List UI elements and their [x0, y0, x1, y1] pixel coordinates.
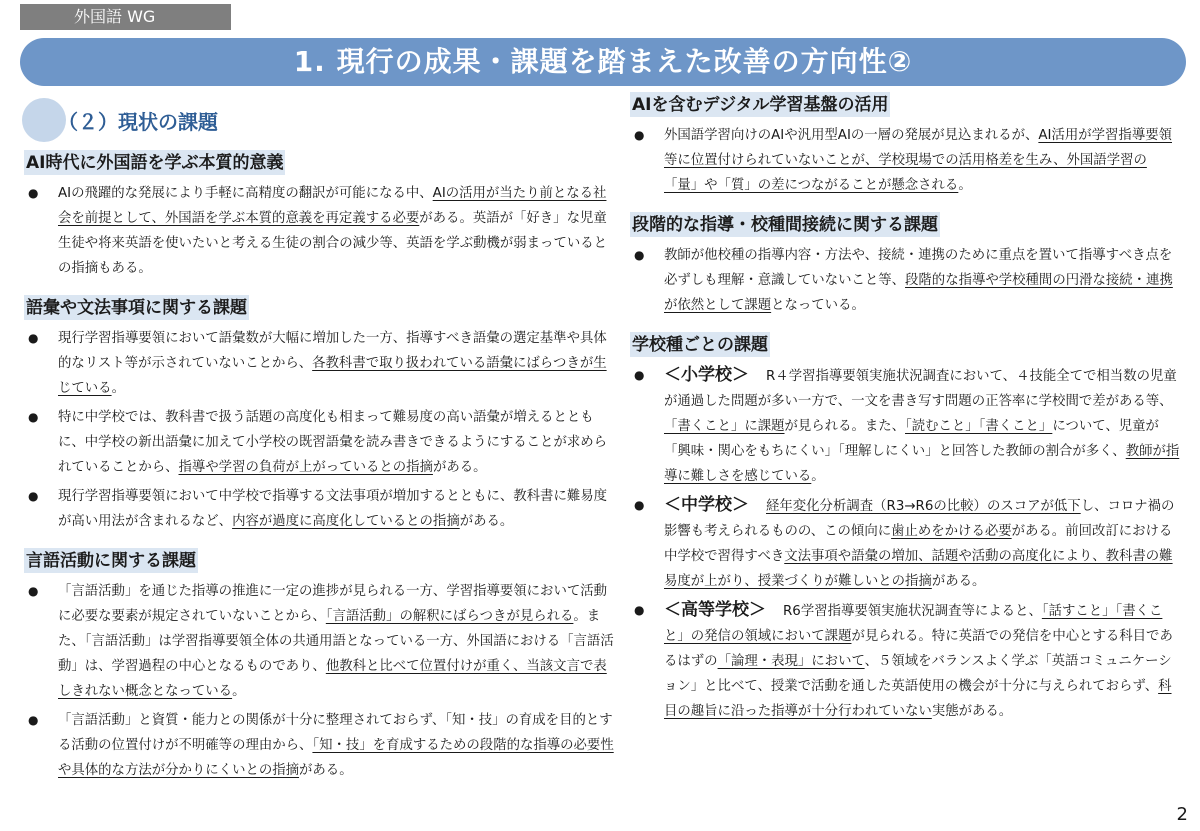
- section-title: 語彙や文法事項に関する課題: [24, 295, 249, 320]
- body-text: 実態がある。: [931, 704, 1013, 719]
- body-text: 特に中学校では、教科書で扱う話題の高度化も相まって難易度の高い語彙が増えるとともに、中学校の新出語彙に加えて小学校の既習語彙を読み書きできるようにすることが求められていることから、: [58, 410, 608, 475]
- emphasized-text: 科目の趣旨に沿った指導が十分行われていない: [664, 679, 1172, 719]
- bullet-list: [630, 123, 1180, 198]
- body-text: R6学習指導要領実施状況調査等によると、: [783, 604, 1042, 619]
- body-text: について、児童が「興味・関心をもちにくい」「理解しにくい」と回答した教師の割合が多く、: [664, 419, 1159, 459]
- body-text: 「言語活動」を通じた指導の推進に一定の進捗が見られる一方、学習指導要領において活動に必要な要素が規定されていないことから、: [58, 584, 608, 624]
- emphasized-text: 「論理・表現」において: [717, 654, 865, 669]
- section: [630, 92, 1180, 198]
- bullet-icon: ●: [634, 248, 645, 262]
- bullet-list: [630, 363, 1180, 724]
- bullet-icon: ●: [634, 128, 645, 142]
- body-text: が見られる。特に英語での発信を中心とする科目であるはずの: [664, 629, 1173, 669]
- bullet-icon: ●: [28, 331, 39, 345]
- body-text: がある。: [931, 574, 986, 589]
- body-text: 「言語活動」と資質・能力との関係が十分に整理されておらず、「知・技」の育成を目的とする活動の位置付けが不明確等の理由から、: [58, 713, 613, 753]
- list-item: [24, 181, 614, 281]
- emphasized-text: AIの活用が当たり前となる社会を前提として、外国語を学ぶ本質的意義を再定義する必要: [58, 186, 607, 226]
- list-item: [24, 326, 614, 401]
- section-title: AI時代に外国語を学ぶ本質的意義: [24, 150, 285, 175]
- bullet-icon: ●: [634, 368, 645, 382]
- body-text: がある。前回改訂における中学校で習得すべき: [664, 524, 1173, 564]
- bullet-list: [24, 326, 614, 534]
- bullet-icon: ●: [634, 498, 645, 512]
- body-text: がある。英語が「好き」な児童生徒や将来英語を使いたいと考える生徒の割合の減少等、英語を学ぶ動機が弱まっているとの指摘もある。: [58, 211, 608, 276]
- list-item: [24, 579, 614, 704]
- emphasized-text: 「書くこと」に課題: [664, 419, 785, 434]
- body-text: 、５領域をバランスよく学ぶ「英語コミュニケーション」と比べて、授業で活動を通した英語使用の機会が十分に与えられておらず、: [664, 654, 1172, 694]
- emphasized-text: 「知・技」を育成するための段階的な指導の必要性や具体的な方法が分かりにくいとの指摘: [58, 738, 614, 778]
- school-type-label: ＜中学校＞: [664, 495, 766, 515]
- body-text: 。: [111, 381, 125, 396]
- section-title: AIを含むデジタル学習基盤の活用: [630, 92, 890, 117]
- body-text: し、コロナ禍の影響も考えられるものの、この傾向に: [664, 499, 1175, 539]
- list-item: [630, 363, 1180, 489]
- bullet-list: [24, 579, 614, 783]
- bullet-icon: ●: [28, 584, 39, 598]
- body-text: がある。: [432, 460, 487, 475]
- body-text: 。また、「言語活動」は学習指導要領全体の共通用語となっている一方、外国語における「言語活動」は、学習過程の中心となるものであり、: [58, 609, 614, 674]
- body-text: 現行学習指導要領において語彙数が大幅に増加した一方、指導すべき語彙の選定基準や具体的なリスト等が示されていないことから、: [58, 331, 607, 371]
- page-title: 1. 現行の成果・課題を踏まえた改善の方向性②: [20, 38, 1186, 86]
- emphasized-text: 「話すこと」「書くこと」の発信の領域において課題: [664, 604, 1163, 644]
- section: [630, 332, 1180, 724]
- subheading-text: （２）現状の課題: [58, 110, 218, 134]
- emphasized-text: 文法事項や語彙の増加、話題や活動の高度化により、教科書の難易度が上がり、授業づくりが難しいとの指摘: [664, 549, 1173, 589]
- list-item: [630, 493, 1180, 594]
- section: [24, 150, 614, 281]
- bullet-list: [24, 181, 614, 281]
- body-text: 外国語学習向けのAIや汎用型AIの一層の発展が見込まれるが、: [664, 128, 1039, 143]
- emphasized-text: 内容が過度に高度化しているとの指摘: [232, 514, 460, 529]
- emphasized-text: 経年変化分析調査（R3→R6の比較）のスコアが低下: [766, 499, 1081, 514]
- list-item: [24, 405, 614, 480]
- body-text: がある。: [299, 763, 353, 778]
- emphasized-text: 歯止めをかける必要: [891, 524, 1012, 539]
- school-type-label: ＜高等学校＞: [664, 600, 783, 620]
- list-item: [24, 708, 614, 783]
- section: [24, 548, 614, 783]
- emphasized-text: AI活用が学習指導要領等に位置付けられていないことが、学校現場での活用格差を生み、外国語学習の「量」や「質」の差につながることが懸念される: [664, 128, 1172, 193]
- list-item: [24, 484, 614, 534]
- emphasized-text: 各教科書で取り扱われている語彙にばらつきが生じている: [58, 356, 607, 396]
- section: [630, 212, 1180, 318]
- body-text: 。: [811, 469, 825, 484]
- wg-tag: 外国語 WG: [20, 4, 231, 30]
- left-column: [24, 150, 614, 797]
- list-item: [630, 243, 1180, 318]
- section-title: 学校種ごとの課題: [630, 332, 770, 357]
- emphasized-text: 他教科と比べて位置付けが重く、当該文言で表しきれない概念となっている: [58, 659, 607, 699]
- section-title: 言語活動に関する課題: [24, 548, 198, 573]
- emphasized-text: 段階的な指導や学校種間の円滑な接続・連携が依然として課題: [664, 273, 1173, 313]
- bullet-icon: ●: [28, 713, 39, 727]
- emphasized-text: 「読むこと」「書くこと」: [905, 419, 1053, 434]
- body-text: がある。: [459, 514, 514, 529]
- body-text: R４学習指導要領実施状況調査において、４技能全てで相当数の児童が通過した問題が多い一方で、一文を書き写す問題の正答率に学校間で差がある等、: [664, 369, 1177, 409]
- body-text: となっている。: [771, 298, 865, 313]
- emphasized-text: 教師が指導に難しさを感じている: [664, 444, 1180, 484]
- page-number: 2: [1176, 804, 1188, 825]
- bullet-icon: ●: [28, 489, 39, 503]
- emphasized-text: 指導や学習の負荷が上がっているとの指摘: [178, 460, 433, 475]
- bullet-icon: ●: [28, 186, 39, 200]
- bullet-icon: ●: [634, 603, 645, 617]
- bullet-list: [630, 243, 1180, 318]
- body-text: 教師が他校種の指導内容・方法や、接続・連携のために重点を置いて指導すべき点を必ずしも理解・意識していないこと等、: [664, 248, 1173, 288]
- body-text: AIの飛躍的な発展により手軽に高精度の翻訳が可能になる中、: [58, 186, 433, 201]
- body-text: 現行学習指導要領において中学校で指導する文法事項が増加するとともに、教科書に難易度が高い用法が含まれるなど、: [58, 489, 608, 529]
- list-item: [630, 598, 1180, 724]
- bullet-icon: ●: [28, 410, 39, 424]
- list-item: [630, 123, 1180, 198]
- section-title: 段階的な指導・校種間接続に関する課題: [630, 212, 940, 237]
- section: [24, 295, 614, 534]
- body-text: が見られる。また、: [784, 419, 906, 434]
- body-text: 。: [958, 178, 972, 193]
- subheading: [22, 98, 322, 142]
- school-type-label: ＜小学校＞: [664, 365, 766, 385]
- emphasized-text: 「言語活動」の解釈にばらつきが見られる: [325, 609, 574, 624]
- right-column: [630, 92, 1180, 738]
- body-text: 。: [232, 684, 246, 699]
